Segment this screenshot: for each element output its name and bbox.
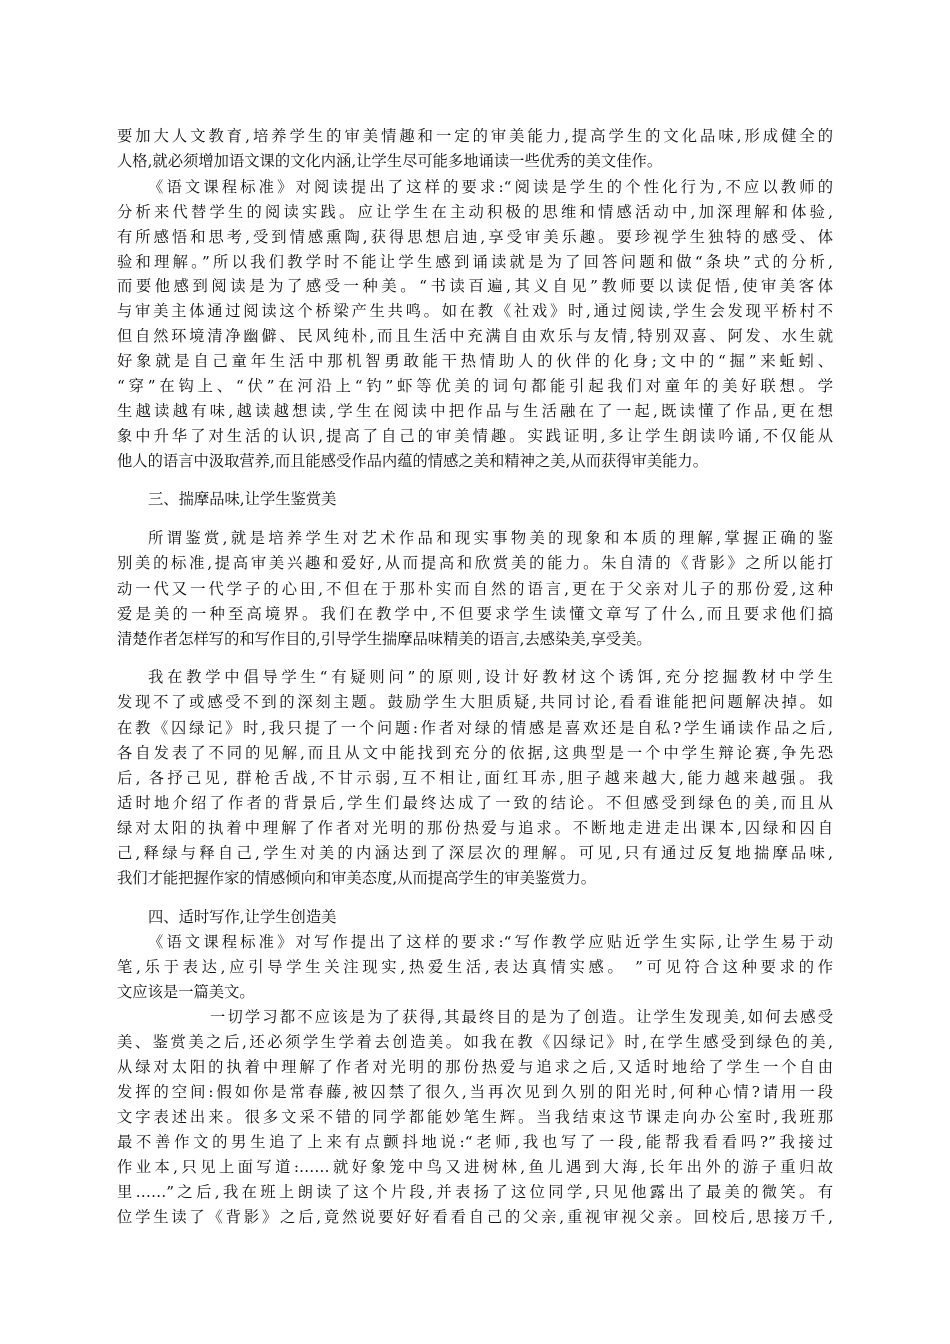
text-line: 适时地介绍了作者的背景后,学生们最终达成了一致的结论。不但感受到绿色的美,而且从 — [117, 794, 833, 812]
text-line: 文字表述出来。很多文采不错的同学都能妙笔生辉。当我结束这节课走向办公室时,我班那 — [117, 1108, 833, 1126]
section-heading: 四、适时写作,让学生创造美 — [148, 908, 337, 926]
text-line: 己,释绿与释自己,学生对美的内涵达到了深层次的理解。可见,只有通过反复地揣摩品味, — [117, 844, 833, 862]
text-line: 而要他感到阅读是为了感受一种美。“书读百遍,其义自见”教师要以读促悟,使审美客体 — [117, 277, 833, 295]
text-line: 人格,就必须增加语文课的文化内涵,让学生尽可能多地诵读一些优秀的美文佳作。 — [117, 152, 663, 170]
text-line: 好象就是自己童年生活中那机智勇敢能干热情助人的伙伴的化身;文中的“掘”来蚯蚓、 — [117, 352, 833, 370]
text-line: 动一代又一代学子的心田,不但在于那朴实而自然的语言,更在于父亲对儿子的那份爱,这种 — [117, 580, 833, 598]
text-line: 我们才能把握作家的情感倾向和审美态度,从而提高学生的审美鉴赏力。 — [117, 869, 597, 887]
text-line: 从绿对太阳的执着中理解了作者对光明的那份热爱与追求之后,又适时地给了学生一个自由 — [117, 1058, 833, 1076]
text-line: 一切学习都不应该是为了获得,其最终目的是为了创造。让学生发现美,如何去感受 — [210, 1008, 833, 1026]
text-line: 他人的语言中汲取营养,而且能感受作品内蕴的情感之美和精神之美,从而获得审美能力。 — [117, 452, 709, 470]
text-line: 所谓鉴赏,就是培养学生对艺术作品和现实事物美的现象和本质的理解,掌握正确的鉴 — [148, 529, 833, 547]
text-line: 各自发表了不同的见解,而且从文中能找到充分的依据,这典型是一个中学生辩论赛,争先恐 — [117, 744, 833, 762]
text-line: 《语文课程标准》对写作提出了这样的要求:“写作教学应贴近学生实际,让学生易于动 — [148, 933, 833, 951]
text-line: 位学生读了《背影》之后,竟然说要好好看看自己的父亲,重视审视父亲。回校后,思接万千, — [117, 1208, 833, 1226]
section-heading: 三、揣摩品味,让学生鉴赏美 — [148, 490, 337, 508]
text-line: 发挥的空间:假如你是常春藤,被囚禁了很久,当再次见到久别的阳光时,何种心情?请用一段 — [117, 1083, 833, 1101]
text-line: 别美的标准,提高审美兴趣和爱好,从而提高和欣赏美的能力。朱自清的《背影》之所以能打 — [117, 554, 833, 572]
text-line: 作业本,只见上面写道:……就好象笼中鸟又进树林,鱼儿遇到大海,长年出外的游子重归故 — [117, 1158, 833, 1176]
text-line: 发现不了或感受不到的深刻主题。鼓励学生大胆质疑,共同讨论,看看谁能把问题解决掉。如 — [117, 693, 833, 711]
text-line: 验和理解。”所以我们教学时不能让学生感到诵读就是为了回答问题和做“条块”式的分析, — [117, 253, 833, 271]
text-line: “穿”在钩上、“伏”在河沿上“钓”虾等优美的词句都能引起我们对童年的美好联想。学 — [117, 377, 833, 395]
text-line: 清楚作者怎样写的和写作目的,引导学生揣摩品味精美的语言,去感染美,享受美。 — [117, 630, 652, 648]
text-line: 里……”之后,我在班上朗读了这个片段,并表扬了这位同学,只见他露出了最美的微笑。有 — [117, 1183, 833, 1201]
text-line: 我在教学中倡导学生“有疑则问”的原则,设计好教材这个诱饵,充分挖掘教材中学生 — [148, 668, 833, 686]
text-line: 在教《囚绿记》时,我只提了一个问题:作者对绿的情感是喜欢还是自私?学生诵读作品之后, — [117, 719, 833, 737]
text-line: 分析来代替学生的阅读实践。应让学生在主动积极的思维和情感活动中,加深理解和体验, — [117, 203, 833, 221]
text-line: 后, 各抒己见, 群枪舌战,不甘示弱,互不相让,面红耳赤,胆子越来越大,能力越来越强。我 — [117, 769, 833, 787]
text-line: 绿对太阳的执着中理解了作者对光明的那份热爱与追求。不断地走进走出课本,囚绿和囚自 — [117, 819, 833, 837]
text-line: 爱是美的一种至高境界。我们在教学中,不但要求学生读懂文章写了什么,而且要求他们搞 — [117, 605, 833, 623]
text-line: 最不善作文的男生追了上来有点颤抖地说:“老师,我也写了一段,能帮我看看吗?”我接过 — [117, 1133, 833, 1151]
text-line: 《语文课程标准》对阅读提出了这样的要求:“阅读是学生的个性化行为,不应以教师的 — [148, 178, 833, 196]
text-line: 象中升华了对生活的认识,提高了自己的审美情趣。实践证明,多让学生朗读吟诵,不仅能从 — [117, 427, 833, 445]
text-line: 文应该是一篇美文。 — [117, 983, 255, 1001]
text-line: 与审美主体通过阅读这个桥梁产生共鸣。如在教《社戏》时,通过阅读,学生会发现平桥村不 — [117, 302, 833, 320]
text-line: 生越读越有味,越读越想读,学生在阅读中把作品与生活融在了一起,既读懂了作品,更在想 — [117, 402, 833, 420]
text-line: 笔,乐于表达,应引导学生关注现实,热爱生活,表达真情实感。 ”可见符合这种要求的作 — [117, 958, 833, 976]
text-line: 但自然环境清净幽僻、民风纯朴,而且生活中充满自由欢乐与友情,特别双喜、阿发、水生就 — [117, 327, 833, 345]
text-line: 要加大人文教育,培养学生的审美情趣和一定的审美能力,提高学生的文化品味,形成健全的 — [117, 127, 833, 145]
text-line: 有所感悟和思考,受到情感熏陶,获得思想启迪,享受审美乐趣。要珍视学生独特的感受、体 — [117, 228, 833, 246]
text-line: 美、鉴赏美之后,还必须学生学着去创造美。如我在教《囚绿记》时,在学生感受到绿色的美, — [117, 1033, 833, 1051]
